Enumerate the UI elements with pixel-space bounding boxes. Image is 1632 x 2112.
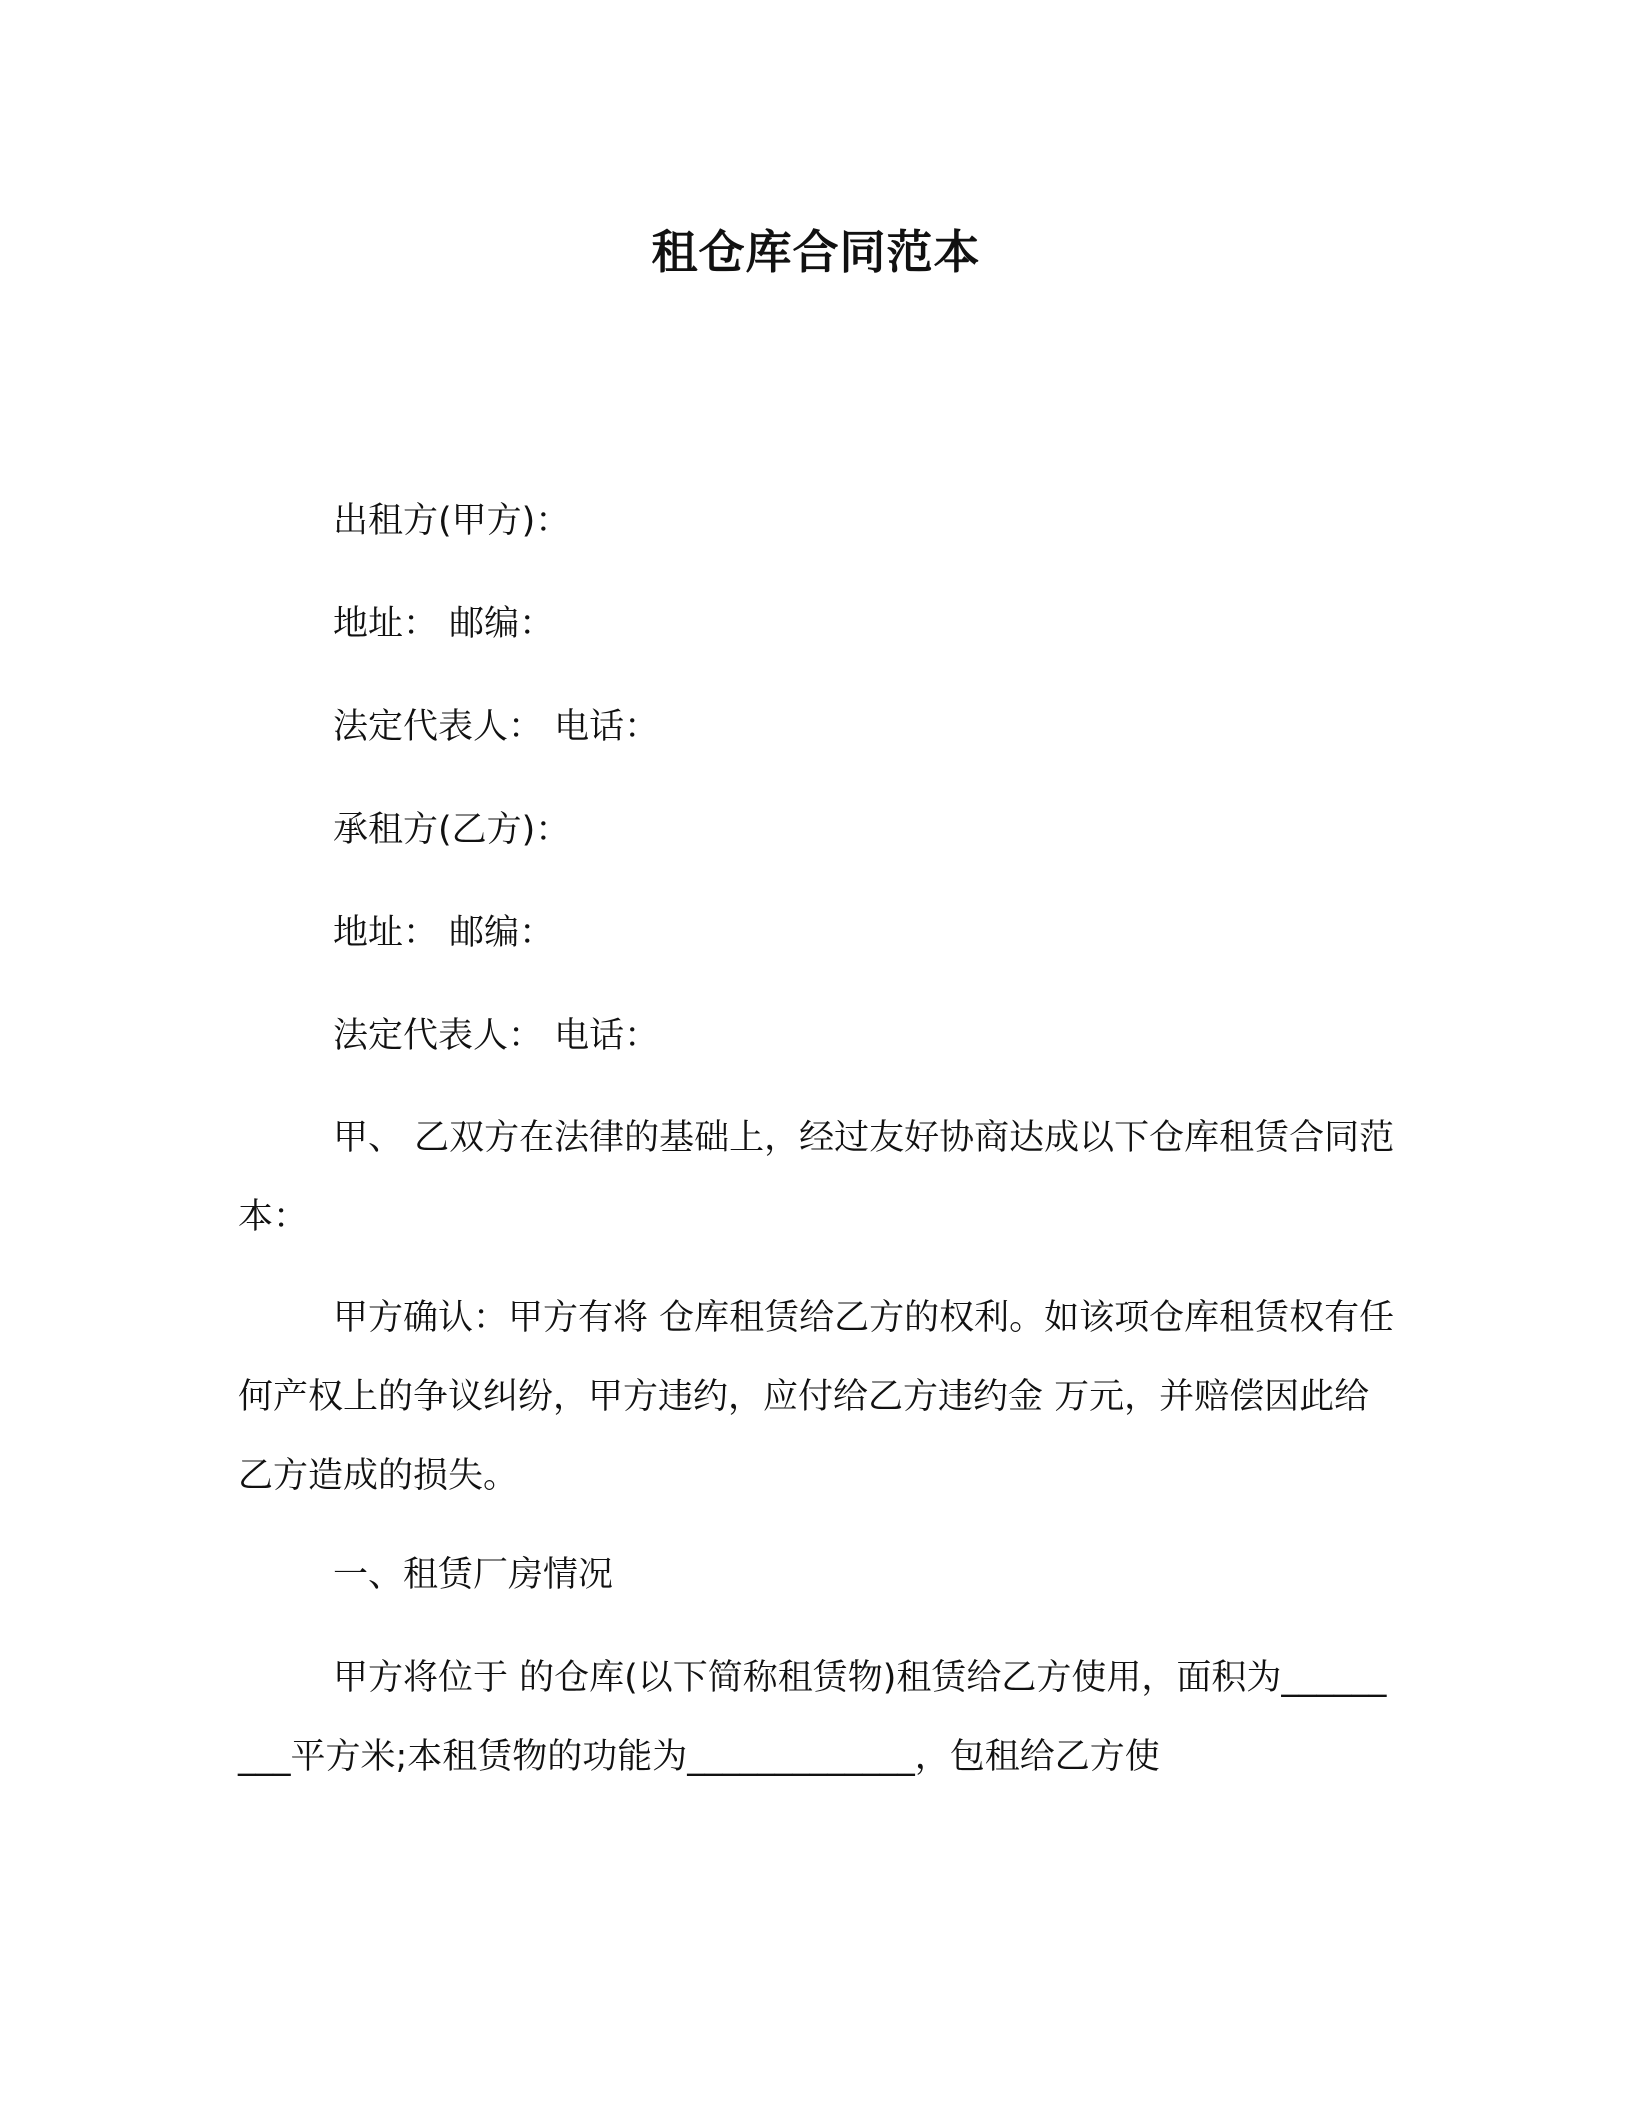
lessee-representative-line: 法定代表人： 电话： <box>333 1016 660 1056</box>
section-1-paragraph: 甲方将位于 的仓库(以下简称租赁物)租赁给乙方使用，面积为_________平方米;本租赁物的功能为_____________，包租给乙方使 <box>238 1658 1387 1777</box>
lessor-representative-line: 法定代表人： 电话： <box>333 707 660 747</box>
intro-paragraph: 甲、 乙双方在法律的基础上，经过友好协商达成以下仓库租赁合同范本： <box>238 1118 1395 1237</box>
lessor-address-line: 地址： 邮编： <box>333 604 555 644</box>
lessee-address-line: 地址： 邮编： <box>333 913 555 953</box>
section-1-heading: 一、租赁厂房情况 <box>333 1555 614 1595</box>
confirmation-paragraph: 甲方确认：甲方有将 仓库租赁给乙方的权利。如该项仓库租赁权有任何产权上的争议纠纷，甲方违约，应付给乙方违约金 万元，并赔偿因此给乙方造成的损失。 <box>238 1298 1395 1496</box>
lessor-line: 出租方(甲方)： <box>333 501 571 541</box>
document-title: 租仓库合同范本 <box>651 225 981 279</box>
lessee-line: 承租方(乙方)： <box>333 810 571 850</box>
